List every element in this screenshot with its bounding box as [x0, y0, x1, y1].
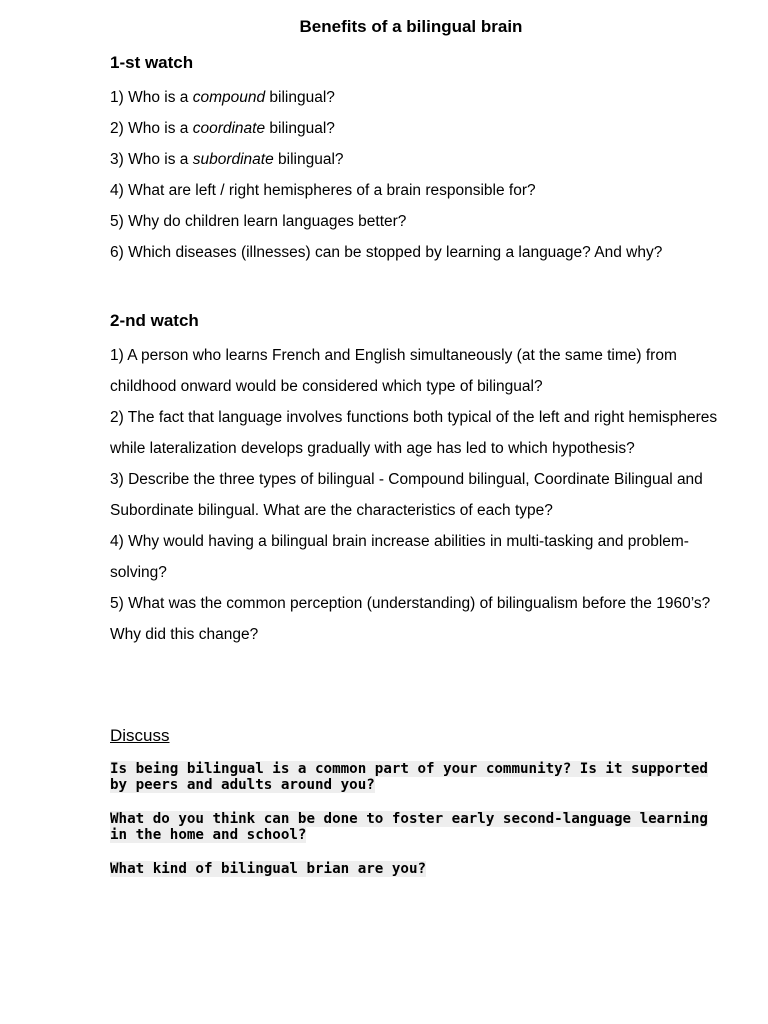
first-watch-question-6: 6) Which diseases (illnesses) can be stopped by learning a language? And why?	[110, 244, 663, 261]
first-watch-question-2: 2) Who is a coordinate bilingual?	[110, 120, 335, 137]
discuss-heading: Discuss	[110, 726, 170, 745]
second-watch-question-2: 2) The fact that language involves functions both typical of the left and right hemispheres while lateralization develops gradually with age has led to which hypothesis?	[110, 409, 718, 457]
discuss-prompt-1: Is being bilingual is a common part of your community? Is it supported by peers and adults around you?	[110, 761, 708, 793]
first-watch-question-3: 3) Who is a subordinate bilingual?	[110, 151, 344, 168]
second-watch-question-1: 1) A person who learns French and English simultaneously (at the same time) from childhood onward would be considered which type of bilingual?	[110, 347, 677, 395]
second-watch-question-5: 5) What was the common perception (understanding) of bilingualism before the 1960’s? Why did this change?	[110, 595, 711, 643]
second-watch-question-4: 4) Why would having a bilingual brain increase abilities in multi-tasking and problem-solving?	[110, 533, 689, 581]
discuss-prompt-2: What do you think can be done to foster early second-language learning in the home and school?	[110, 811, 708, 843]
discuss-prompts	[110, 761, 710, 895]
discuss-prompt-3: What kind of bilingual brian are you?	[110, 861, 427, 877]
first-watch-questions	[110, 82, 720, 268]
document-title: Benefits of a bilingual brain	[299, 17, 523, 36]
first-watch-heading: 1-st watch	[110, 53, 194, 72]
second-watch-heading: 2-nd watch	[110, 311, 199, 330]
second-watch-questions	[110, 340, 720, 650]
first-watch-question-5: 5) Why do children learn languages better?	[110, 213, 407, 230]
first-watch-question-1: 1) Who is a compound bilingual?	[110, 89, 335, 106]
second-watch-question-3: 3) Describe the three types of bilingual - Compound bilingual, Coordinate Bilingual and Subordinate bilingual. What are the characteristics of each type?	[110, 471, 703, 519]
first-watch-question-4: 4) What are left / right hemispheres of a brain responsible for?	[110, 182, 536, 199]
